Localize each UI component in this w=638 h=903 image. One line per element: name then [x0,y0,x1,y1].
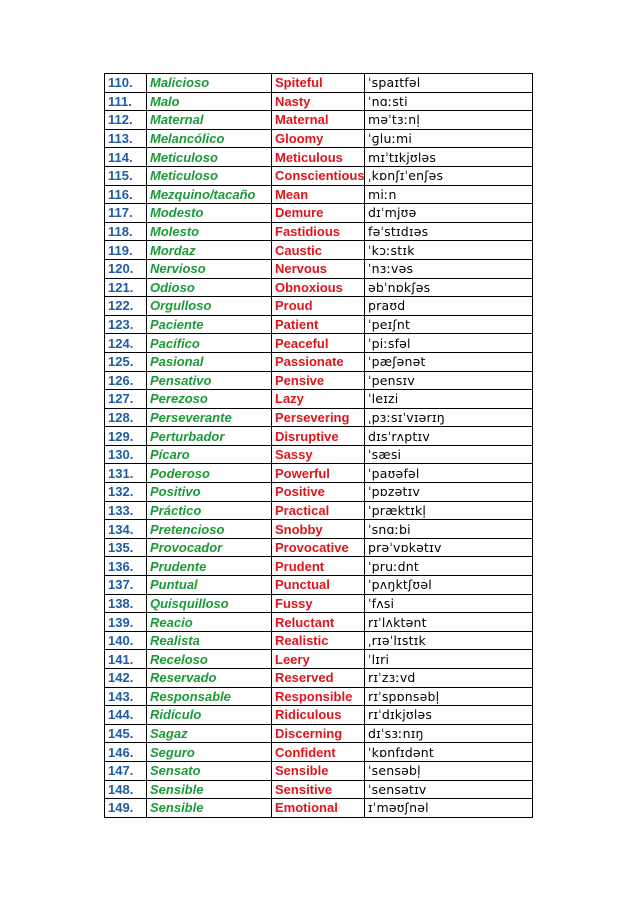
ipa-pronunciation: ˌpɜːsɪˈvɪərɪŋ [365,408,533,427]
row-number: 128. [105,408,147,427]
spanish-word: Receloso [147,650,272,669]
row-number: 119. [105,241,147,260]
table-row [105,427,533,446]
english-word: Caustic [272,241,365,260]
row-number: 149. [105,799,147,818]
english-word: Realistic [272,631,365,650]
english-word: Leery [272,650,365,669]
spanish-word: Pícaro [147,445,272,464]
row-number: 112. [105,111,147,130]
spanish-word: Mezquino/tacaño [147,185,272,204]
row-number: 144. [105,706,147,725]
spanish-word: Pretencioso [147,520,272,539]
english-word: Prudent [272,557,365,576]
ipa-pronunciation: ˈkɒnfɪdənt [365,743,533,762]
ipa-pronunciation: ˈlɪri [365,650,533,669]
row-number: 137. [105,576,147,595]
ipa-pronunciation: ˌrɪəˈlɪstɪk [365,631,533,650]
ipa-pronunciation: ˈsæsi [365,445,533,464]
english-word: Passionate [272,352,365,371]
row-number: 142. [105,669,147,688]
ipa-pronunciation: ˈsensətɪv [365,780,533,799]
table-row [105,315,533,334]
table-row [105,166,533,185]
english-word: Obnoxious [272,278,365,297]
english-word: Spiteful [272,74,365,93]
row-number: 135. [105,538,147,557]
table-row [105,408,533,427]
spanish-word: Molesto [147,222,272,241]
table-row [105,594,533,613]
ipa-pronunciation: ˈpʌŋktʃʊəl [365,576,533,595]
english-word: Fastidious [272,222,365,241]
table-row [105,204,533,223]
table-row [105,724,533,743]
spanish-word: Mordaz [147,241,272,260]
table-row [105,464,533,483]
english-word: Reserved [272,669,365,688]
row-number: 115. [105,166,147,185]
ipa-pronunciation: ˈleɪzi [365,390,533,409]
english-word: Meticulous [272,148,365,167]
english-word: Snobby [272,520,365,539]
ipa-pronunciation: ˈpruːdnt [365,557,533,576]
row-number: 111. [105,92,147,111]
spanish-word: Pacífico [147,334,272,353]
table-row [105,631,533,650]
spanish-word: Perezoso [147,390,272,409]
row-number: 131. [105,464,147,483]
spanish-word: Responsable [147,687,272,706]
spanish-word: Prudente [147,557,272,576]
english-word: Punctual [272,576,365,595]
ipa-pronunciation: məˈtɜːnl̩ [365,111,533,130]
table-row [105,241,533,260]
ipa-pronunciation: prəˈvɒkətɪv [365,538,533,557]
english-word: Sensible [272,761,365,780]
spanish-word: Perseverante [147,408,272,427]
ipa-pronunciation: ˈnɜːvəs [365,259,533,278]
ipa-pronunciation: fəˈstɪdɪəs [365,222,533,241]
ipa-pronunciation: ˈnɑːsti [365,92,533,111]
table-row [105,743,533,762]
table-row [105,613,533,632]
ipa-pronunciation: ˈkɔːstɪk [365,241,533,260]
spanish-word: Orgulloso [147,297,272,316]
table-row [105,148,533,167]
row-number: 124. [105,334,147,353]
table-row [105,520,533,539]
table-row [105,445,533,464]
table-row [105,483,533,502]
english-word: Practical [272,501,365,520]
english-word: Nasty [272,92,365,111]
row-number: 122. [105,297,147,316]
spanish-word: Meticuloso [147,148,272,167]
english-word: Patient [272,315,365,334]
spanish-word: Pensativo [147,371,272,390]
row-number: 146. [105,743,147,762]
ipa-pronunciation: ˈpeɪʃnt [365,315,533,334]
row-number: 114. [105,148,147,167]
english-word: Sensitive [272,780,365,799]
row-number: 110. [105,74,147,93]
row-number: 123. [105,315,147,334]
ipa-pronunciation: ˈpensɪv [365,371,533,390]
english-word: Ridiculous [272,706,365,725]
spanish-word: Paciente [147,315,272,334]
table-row [105,557,533,576]
table-row [105,352,533,371]
spanish-word: Positivo [147,483,272,502]
spanish-word: Seguro [147,743,272,762]
row-number: 140. [105,631,147,650]
spanish-word: Melancólico [147,129,272,148]
row-number: 134. [105,520,147,539]
vocabulary-table [104,73,533,818]
ipa-pronunciation: rɪˈzɜːvd [365,669,533,688]
ipa-pronunciation: ˈpræktɪkl̩ [365,501,533,520]
ipa-pronunciation: əbˈnɒkʃəs [365,278,533,297]
ipa-pronunciation: ˌkɒnʃɪˈenʃəs [365,166,533,185]
row-number: 125. [105,352,147,371]
ipa-pronunciation: dɪsˈrʌptɪv [365,427,533,446]
ipa-pronunciation: ˈpiːsfəl [365,334,533,353]
row-number: 129. [105,427,147,446]
english-word: Fussy [272,594,365,613]
table-row [105,74,533,93]
english-word: Proud [272,297,365,316]
row-number: 139. [105,613,147,632]
row-number: 113. [105,129,147,148]
table-row [105,780,533,799]
ipa-pronunciation: praʊd [365,297,533,316]
row-number: 121. [105,278,147,297]
table-row [105,222,533,241]
table-row [105,111,533,130]
spanish-word: Malo [147,92,272,111]
row-number: 120. [105,259,147,278]
english-word: Powerful [272,464,365,483]
spanish-word: Sagaz [147,724,272,743]
spanish-word: Reservado [147,669,272,688]
spanish-word: Poderoso [147,464,272,483]
english-word: Provocative [272,538,365,557]
ipa-pronunciation: miːn [365,185,533,204]
spanish-word: Provocador [147,538,272,557]
row-number: 136. [105,557,147,576]
english-word: Mean [272,185,365,204]
spanish-word: Práctico [147,501,272,520]
ipa-pronunciation: ˈfʌsi [365,594,533,613]
ipa-pronunciation: dɪˈsɜːnɪŋ [365,724,533,743]
table-row [105,501,533,520]
row-number: 116. [105,185,147,204]
spanish-word: Ridículo [147,706,272,725]
english-word: Gloomy [272,129,365,148]
english-word: Persevering [272,408,365,427]
ipa-pronunciation: rɪˈlʌktənt [365,613,533,632]
spanish-word: Sensible [147,780,272,799]
table-row [105,669,533,688]
spanish-word: Malicioso [147,74,272,93]
ipa-pronunciation: ˈsnɑːbi [365,520,533,539]
spanish-word: Puntual [147,576,272,595]
ipa-pronunciation: ɪˈməʊʃnəl [365,799,533,818]
english-word: Sassy [272,445,365,464]
english-word: Lazy [272,390,365,409]
spanish-word: Quisquilloso [147,594,272,613]
table-row [105,761,533,780]
table-row [105,278,533,297]
spanish-word: Reacio [147,613,272,632]
spanish-word: Modesto [147,204,272,223]
ipa-pronunciation: rɪˈdɪkjʊləs [365,706,533,725]
table-row [105,576,533,595]
table-row [105,92,533,111]
ipa-pronunciation: mɪˈtɪkjʊləs [365,148,533,167]
row-number: 133. [105,501,147,520]
table-row [105,390,533,409]
table-row [105,129,533,148]
english-word: Positive [272,483,365,502]
ipa-pronunciation: ˈspaɪtfəl [365,74,533,93]
row-number: 145. [105,724,147,743]
spanish-word: Pasional [147,352,272,371]
spanish-word: Realista [147,631,272,650]
row-number: 141. [105,650,147,669]
table-row [105,334,533,353]
english-word: Maternal [272,111,365,130]
ipa-pronunciation: ˈɡluːmi [365,129,533,148]
row-number: 143. [105,687,147,706]
row-number: 126. [105,371,147,390]
ipa-pronunciation: dɪˈmjʊə [365,204,533,223]
ipa-pronunciation: ˈpæʃənət [365,352,533,371]
row-number: 130. [105,445,147,464]
english-word: Emotional [272,799,365,818]
english-word: Discerning [272,724,365,743]
table-row [105,706,533,725]
table-row [105,259,533,278]
english-word: Reluctant [272,613,365,632]
spanish-word: Nervioso [147,259,272,278]
english-word: Confident [272,743,365,762]
table-row [105,650,533,669]
row-number: 147. [105,761,147,780]
english-word: Nervous [272,259,365,278]
row-number: 132. [105,483,147,502]
spanish-word: Sensato [147,761,272,780]
table-row [105,687,533,706]
table-row [105,538,533,557]
table-row [105,371,533,390]
english-word: Disruptive [272,427,365,446]
ipa-pronunciation: rɪˈspɒnsəbl̩ [365,687,533,706]
row-number: 118. [105,222,147,241]
table-row [105,185,533,204]
row-number: 127. [105,390,147,409]
ipa-pronunciation: ˈpaʊəfəl [365,464,533,483]
spanish-word: Meticuloso [147,166,272,185]
vocabulary-table-body [105,74,533,818]
spanish-word: Maternal [147,111,272,130]
english-word: Pensive [272,371,365,390]
table-row [105,799,533,818]
spanish-word: Perturbador [147,427,272,446]
ipa-pronunciation: ˈpɒzətɪv [365,483,533,502]
english-word: Conscientious [272,166,365,185]
english-word: Demure [272,204,365,223]
spanish-word: Odioso [147,278,272,297]
spanish-word: Sensible [147,799,272,818]
ipa-pronunciation: ˈsensəbl̩ [365,761,533,780]
row-number: 138. [105,594,147,613]
english-word: Peaceful [272,334,365,353]
row-number: 148. [105,780,147,799]
english-word: Responsible [272,687,365,706]
row-number: 117. [105,204,147,223]
table-row [105,297,533,316]
